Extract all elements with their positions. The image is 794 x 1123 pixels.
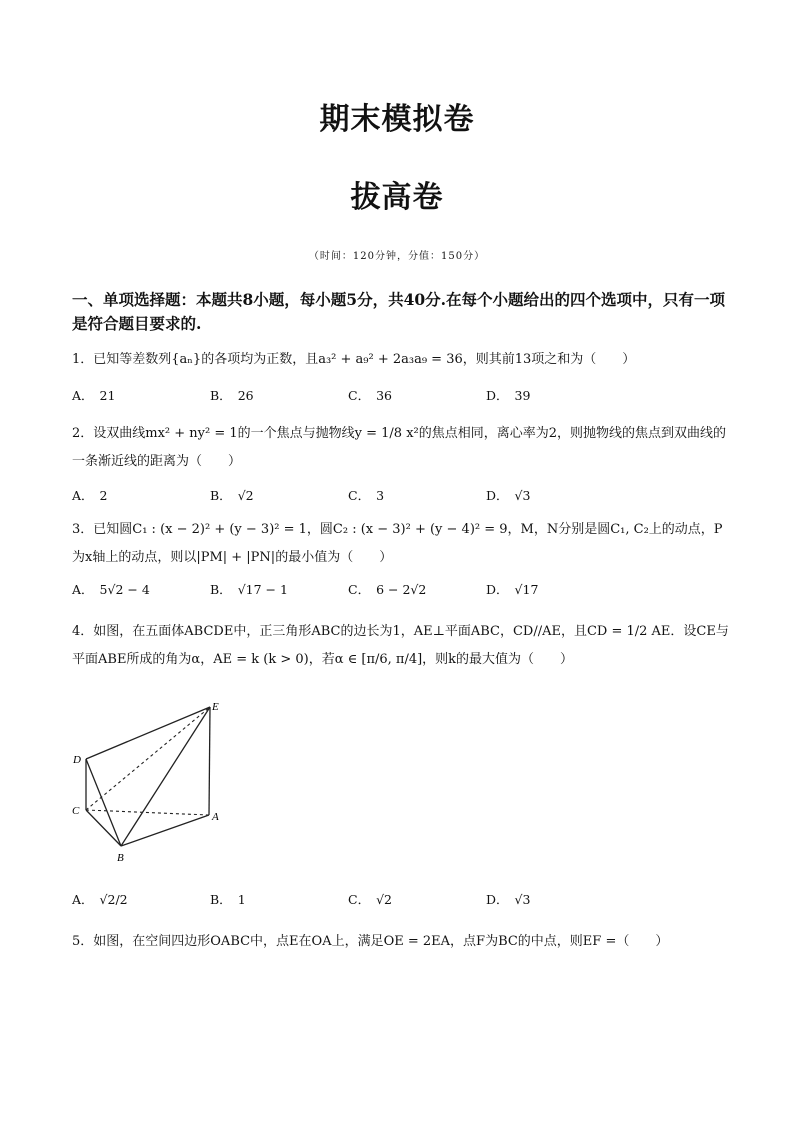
option-d[interactable] [486, 890, 530, 908]
option-value: 39 [514, 388, 531, 403]
options-q1 [72, 386, 732, 408]
option-value: 5√2 − 4 [99, 582, 150, 597]
question-4: 4．如图，在五面体ABCDE中，正三角形ABC的边长为1，AE⊥平面ABC，CD//AE，且CD = 1/2 AE．设CE与平面ABE所成的角为α，AE = k (k > 0)，若α ∈ [π/6, π/4]，则k的最大值为（ ） [72, 624, 729, 667]
option-value: 1 [237, 892, 246, 907]
option-b[interactable] [210, 386, 254, 404]
vertex-label-D: D [73, 754, 81, 766]
vertex-label-C: C [72, 805, 80, 817]
vertex-label-B: B [117, 852, 124, 864]
option-c[interactable] [348, 486, 384, 504]
option-b[interactable] [210, 890, 246, 908]
edge-DE [86, 707, 210, 759]
option-label: C． [348, 388, 371, 403]
option-a[interactable] [72, 580, 150, 598]
option-d[interactable] [486, 386, 530, 404]
option-label: A． [72, 488, 94, 503]
option-label: B． [210, 388, 232, 403]
option-value: √2 [237, 488, 254, 503]
options-q4 [72, 890, 732, 912]
question-1: 1．已知等差数列{aₙ}的各项均为正数，且a₃² + a₉² + 2a₃a₉ = 36，则其前13项之和为（ ） [72, 352, 636, 367]
option-value: √3 [514, 488, 531, 503]
option-label: D． [486, 488, 509, 503]
edge-CB [86, 810, 121, 846]
option-a[interactable] [72, 890, 128, 908]
option-label: A． [72, 892, 94, 907]
edge-CE-dashed [86, 707, 210, 810]
option-b[interactable] [210, 580, 288, 598]
option-label: D． [486, 892, 509, 907]
option-value: 3 [376, 488, 385, 503]
option-label: B． [210, 488, 232, 503]
option-label: C． [348, 488, 371, 503]
option-value: √17 [514, 582, 539, 597]
options-q3 [72, 580, 732, 602]
option-label: C． [348, 892, 371, 907]
option-value: √3 [514, 892, 531, 907]
option-label: A． [72, 582, 94, 597]
option-c[interactable] [348, 386, 392, 404]
exam-meta: （时间：120分钟，分值：150分） [308, 251, 486, 262]
option-label: C． [348, 582, 371, 597]
option-a[interactable] [72, 386, 115, 404]
option-d[interactable] [486, 486, 530, 504]
exam-subtitle: 拔高卷 [350, 180, 444, 215]
option-value: √17 − 1 [237, 582, 288, 597]
option-a[interactable] [72, 486, 107, 504]
options-q2 [72, 486, 732, 508]
pentahedron-figure [66, 698, 236, 868]
question-2: 2．设双曲线mx² + ny² = 1的一个焦点与抛物线y = 1/8 x²的焦点相同，离心率为2，则抛物线的焦点到双曲线的一条渐近线的距离为（ ） [72, 426, 727, 469]
option-label: D． [486, 388, 509, 403]
option-value: 36 [376, 388, 392, 403]
edge-CA-dashed [86, 810, 209, 815]
option-label: D． [486, 582, 509, 597]
section-heading: 一、单项选择题：本题共8小题，每小题5分，共40分.在每个小题给出的四个选项中，只有一项是符合题目要求的. [72, 290, 726, 333]
question-5: 5．如图，在空间四边形OABC中，点E在OA上，满足OE = 2EA，点F为BC的中点，则EF =（ ） [72, 934, 669, 949]
option-label: B． [210, 892, 232, 907]
option-value: 6 − 2√2 [376, 582, 427, 597]
option-value: 26 [237, 388, 254, 403]
option-value: √2 [376, 892, 392, 907]
edge-EB [121, 707, 210, 846]
question-3: 3．已知圆C₁ : (x − 2)² + (y − 3)² = 1，圆C₂ : (x − 3)² + (y − 4)² = 9，M，N分别是圆C₁, C₂上的动点，P为x轴上的动点，则以|PM| + |PN|的最小值为（ ） [72, 522, 723, 565]
vertex-label-A: A [212, 811, 219, 823]
option-c[interactable] [348, 580, 426, 598]
option-label: B． [210, 582, 232, 597]
option-b[interactable] [210, 486, 254, 504]
edge-DB [86, 759, 121, 846]
exam-title: 期末模拟卷 [319, 102, 475, 137]
option-label: A． [72, 388, 94, 403]
option-c[interactable] [348, 890, 392, 908]
option-d[interactable] [486, 580, 538, 598]
option-value: 2 [99, 488, 108, 503]
edge-EA [209, 707, 210, 815]
option-value: 21 [99, 388, 116, 403]
option-value: √2/2 [99, 892, 128, 907]
edge-BA [121, 815, 209, 846]
vertex-label-E: E [212, 701, 219, 713]
